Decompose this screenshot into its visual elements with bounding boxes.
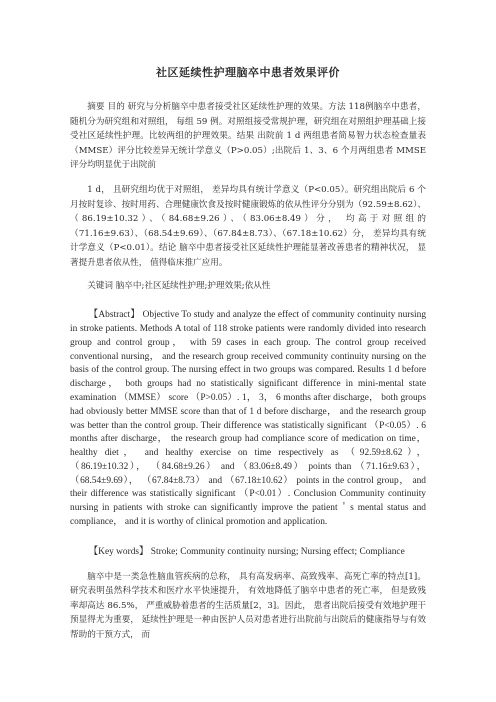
keywords-en [70, 546, 426, 560]
keywords-en-label: 【Key words】 [88, 546, 149, 557]
abstract-cn-part1 [70, 100, 426, 173]
spacer [70, 293, 426, 309]
abstract-cn-part2: 1 d， 且研究组均优于对照组， 差异均具有统计学意义（P<0.05）。研究组出院后 6 个月按时复诊、按时用药、合理健康饮食及按时健康锻炼的依从性评分分别为（92.59±8.62）、（86.19±10.32）、（84.68±9.26）、（83.06±8.49）分， 均高于对照组的（71.16±9.63）、（68.54±9.69）、（67.84±8.73）、（67.18±10.62）分， 差异均具有统计学意义（P<0.01）。结论 脑卒中患者接受社区延续性护理能显著改善患者的精神状况， 显著提升患者依从性， 值得临床推广应用。 [70, 184, 427, 268]
abstract-cn-text-1: 目的 研究与分析脑卒中患者接受社区延续性护理的效果。方法 118例脑卒中患者， 随机分为研究组和对照组， 每组 59 例。对照组接受常规护理，研究组在对照组护理基础上接受社区延续性护理。比较两组的护理效果。结果 出院前 1 d 两组患者简易智力状态检查量表（MMSE）评分比较差异无统计学意义（P>0.05）;出院后 1、3、6 个月两组患者 MMSE 评分均明显优于出院前 [70, 102, 426, 171]
keywords-cn: 关键词 脑卒中;社区延续性护理;护理效果;依从性 [87, 280, 271, 291]
spacer [70, 560, 426, 570]
abstract-cn-label: 摘要 [87, 102, 105, 112]
spacer [70, 173, 426, 183]
abstract-en [70, 309, 426, 530]
keywords-en-text: Stroke; Community continuity nursing; Nursing effect; Compliance [150, 546, 405, 557]
abstract-en-label: 【Abstract】 [88, 310, 140, 321]
body-paragraph: 脑卒中是一类急性脑血管疾病的总称， 具有高发病率、高致残率、高死亡率的特点[1]。研究表明虽然科学技术和医疗水平快速提升， 有效地降低了脑卒中患者的死亡率， 但是致残率却高达 86.5%， 严重威胁着患者的生活质量[2，3]。因此， 患者出院后接受有效地护理干预显得尤为重要， 延续性护理是一种由医护人员对患者进行出院前与出院后的健康指导与有效帮助的干预方式， 而 [70, 571, 426, 641]
paper-title: 社区延续性护理脑卒中患者效果评价 [156, 66, 340, 79]
abstract-en-text: Objective To study and analyze the effect of community continuity nursing in stroke patients. Methods A total of 118 stroke patients were randomly divided into research group and control group， with 59 cases in each group. The control group received conventional nursing， and the research group received community continuity nursing on the basis of the control group. The nursing effect in two groups was compared. Results 1 d before discharge， both groups had no statistically significant difference in mini-mental state examination （MMSE） score （P>0.05）. 1， 3， 6 months after discharge， both groups had obviously better MMSE score than that of 1 d before discharge， and the research group was better than the control group. Their difference was statistically significant （P<0.05）. 6 months after discharge， the research group had compliance score of medication on time， healthy diet， and healthy exercise on time respectively as （92.59±8.62）， （86.19±10.32）， （84.68±9.26） and （83.06±8.49） points than （71.16±9.63）， （68.54±9.69）， （67.84±8.73） and （67.18±10.62） points in the control group， and their difference was statistically significant （P<0.01）. Conclusion Community continuity nursing in patients with stroke can significantly improve the patient＇s mental status and compliance， and it is worthy of clinical promotion and application. [70, 310, 427, 528]
spacer [70, 530, 426, 546]
